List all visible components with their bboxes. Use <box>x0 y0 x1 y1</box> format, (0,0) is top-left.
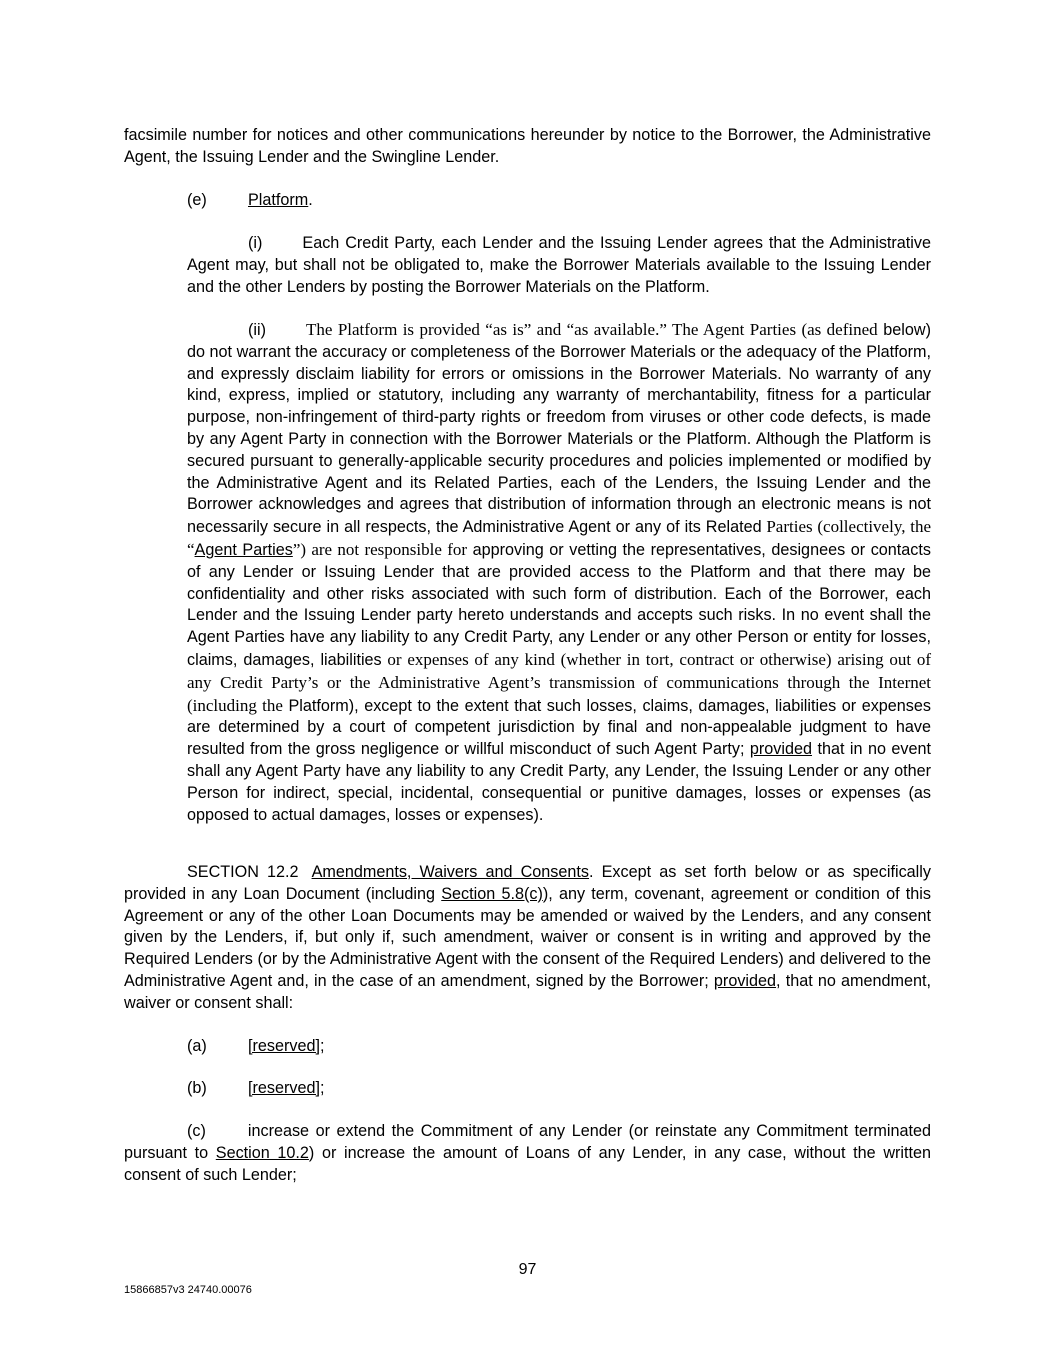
clause-ii-text-8: that in no event shall any Agent Party have any liability to any Credit Party, any Lender, the Issuing Lender or any other Person for indirect, special, incidental, consequential or punitive damages, losses or expenses (as opposed to actual damages, losses or expenses). <box>187 740 931 824</box>
item-c-paragraph <box>124 1121 931 1186</box>
clause-ii-text-2: below) do not warrant the accuracy or completeness of the Borrower Materials or the adequacy of the Platform, and expressly disclaim liability for errors or omissions in the Borrower Materials. No warranty of any kind, express, implied or statutory, including any warranty of merchantability, fitness for a particular purpose, non-infringement of third-party rights or freedom from viruses or other code defects, is made by any Agent Party in connection with the Borrower Materials or the Platform. Although the Platform is secured pursuant to generally-applicable security procedures and policies implemented or modified by the Administrative Agent and its Related Parties, each of the Lenders, the Issuing Lender and the Borrower acknowledges and agrees that distribution of information through an electronic means is not necessarily secure in all respects, the Administrative Agent or any of its Related <box>187 321 931 537</box>
section-12-2-text-1: . Except as set forth below or as specifically provided in any Loan Document (including <box>124 863 931 903</box>
clause-ii-text-7: Platform), except to the extent that such losses, claims, damages, liabilities or expenses are determined by a court of competent jurisdiction by final and non-appealable judgment to have resulted from the gross negligence or willful misconduct of such Agent Party; <box>187 696 931 759</box>
clause-ii-text-5: approving or vetting the representatives, designees or contacts of any Lender or Issuing Lender that are provided access to the Platform and that there may be confidentiality and other risks associated with such form of distribution. Each of the Borrower, each Lender and the Issuing Lender party hereto understands and accepts such risks. In no event shall the Agent Parties have any liability to any Credit Party, any Lender or any other Person or entity for losses, claims, damages, liabilities <box>187 540 931 669</box>
clause-ii-text-1: The Platform is provided “as is” and “as available.” The Agent Parties (as defined <box>305 320 878 339</box>
subsection-e-heading <box>187 190 931 212</box>
clause-ii-text-6: or expenses of any kind (whether in tort, contract or otherwise) arising out of any Credit Party’s or the Administrative Agent’s transmission of communications through the Internet (including the <box>187 649 931 715</box>
section-12-2-paragraph <box>124 862 931 1015</box>
item-b <box>187 1078 931 1100</box>
intro-paragraph <box>124 125 931 169</box>
intro-text: facsimile number for notices and other communications hereunder by notice to the Borrower, the Administrative Agent, the Issuing Lender and the Swingline Lender. <box>124 126 931 166</box>
clause-i-paragraph <box>187 233 931 298</box>
section-10-2-reference: Section 10.2 <box>215 1143 309 1162</box>
item-a <box>187 1036 931 1058</box>
clause-ii-paragraph <box>187 319 931 826</box>
clause-ii-text-3: Parties (collectively, the “ <box>187 517 931 559</box>
item-b-tail: ; <box>319 1079 325 1097</box>
agent-parties-term: Agent Parties <box>194 540 293 559</box>
section-12-2-number: SECTION 12.2 <box>187 863 299 881</box>
item-a-tail: ; <box>319 1037 325 1055</box>
clause-ii-provided: provided <box>749 740 813 759</box>
subsection-e-tail: . <box>308 191 313 209</box>
clause-ii-text-4: ”) are not responsible for <box>292 539 468 559</box>
subsection-e-label: (e) <box>187 191 207 209</box>
clause-ii-label: (ii) <box>248 321 266 339</box>
clause-i-text: Each Credit Party, each Lender and the Issuing Lender agrees that the Administrative Agent may, but shall not be obligated to, make the Borrower Materials available to the Issuing Lender and the other Lenders by posting the Borrower Materials on the Platform. <box>187 234 931 296</box>
clause-i-label: (i) <box>248 234 263 252</box>
item-a-label: (a) <box>187 1037 207 1055</box>
section-12-2-text-2: ), any term, covenant, agreement or condition of this Agreement or any of the other Loan Documents may be amended or waived by the Lenders, and any consent given by the Lenders, if, but only if, such amendment, waiver or consent is in writing and approved by the Required Lenders (or by the Administrative Agent with the consent of the Required Lenders) and delivered to the Administrative Agent and, in the case of an amendment, signed by the Borrower; <box>124 884 931 990</box>
item-b-label: (b) <box>187 1079 207 1097</box>
document-id: 15866857v3 24740.00076 <box>124 1284 252 1296</box>
item-c-text-2: ) or increase the amount of Loans of any Lender, in any case, without the written consent of such Lender; <box>124 1143 932 1184</box>
item-a-text: [reserved] <box>248 1037 320 1055</box>
item-c-label: (c) <box>187 1122 206 1140</box>
item-c-text-1: increase or extend the Commitment of any Lender (or reinstate any Commitment terminated pursuant to <box>124 1122 931 1162</box>
page-number: 97 <box>518 1261 537 1278</box>
section-12-2-provided: provided <box>713 971 777 990</box>
item-b-text: [reserved] <box>248 1079 320 1097</box>
subsection-e-title: Platform <box>248 191 309 209</box>
section-12-2-text-3: , that no amendment, waiver or consent shall: <box>124 971 931 1012</box>
section-12-2-title: Amendments, Waivers and Consents <box>311 863 589 881</box>
section-5-8-c-reference: Section 5.8(c) <box>441 884 543 903</box>
